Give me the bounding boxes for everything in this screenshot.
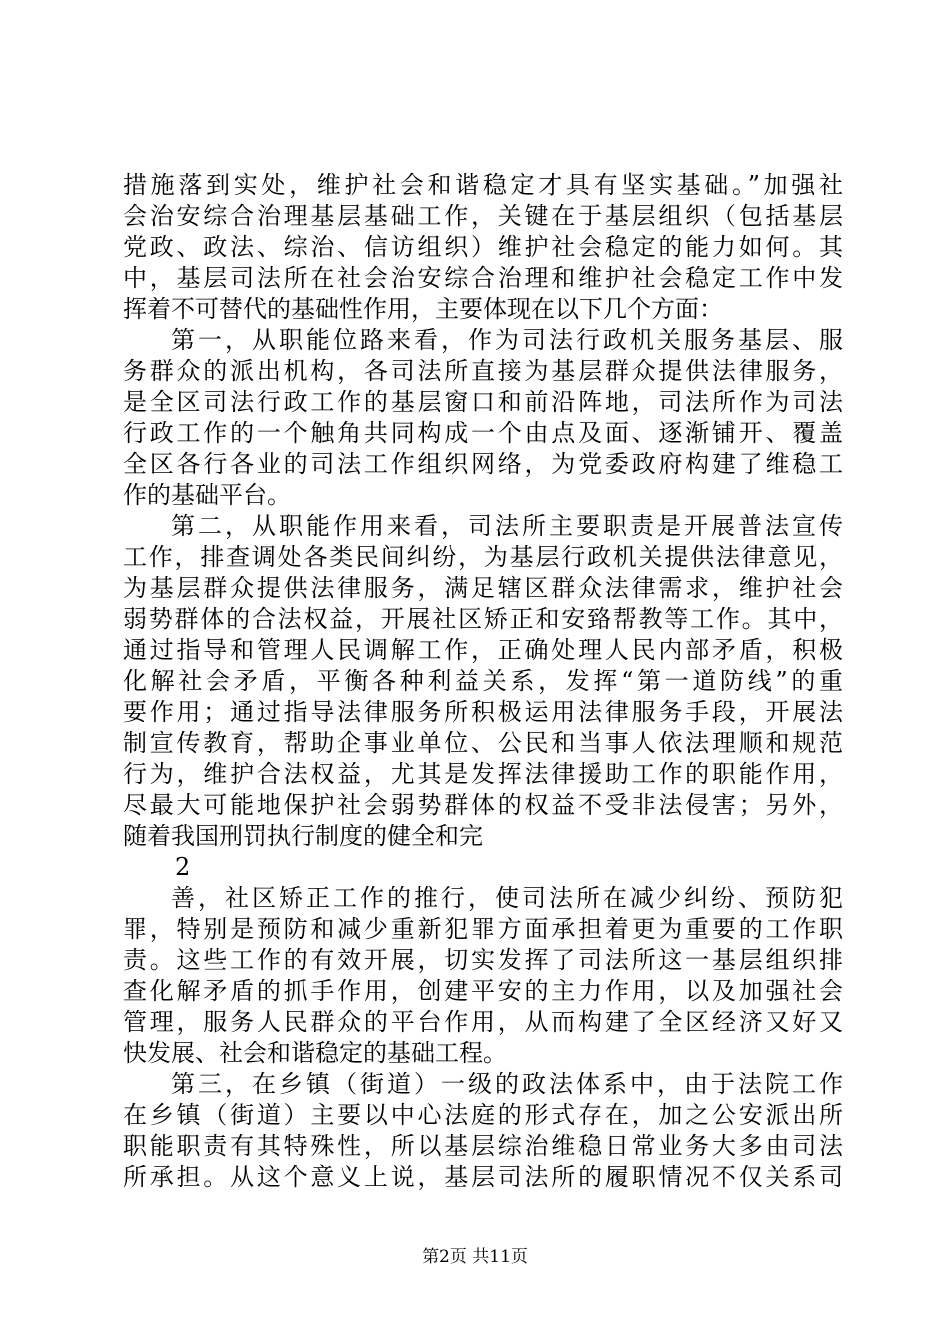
text-line: 所承担。从这个意义上说，基层司法所的履职情况不仅关系司 bbox=[123, 1163, 843, 1191]
text-line: 第三，在乡镇（街道）一级的政法体系中，由于法院工作 bbox=[171, 1070, 843, 1098]
page-marker: 2 bbox=[175, 853, 191, 881]
text-line: 作的基础平台。 bbox=[123, 481, 291, 509]
text-line: 挥着不可替代的基础性作用，主要体现在以下几个方面： bbox=[123, 295, 723, 323]
text-line: 弱势群体的合法权益，开展社区矫正和安臵帮教等工作。其中， bbox=[123, 605, 843, 633]
page-footer: 第2页 共11页 bbox=[422, 1247, 528, 1267]
text-line: 会治安综合治理基层基础工作，关键在于基层组织（包括基层 bbox=[123, 202, 843, 230]
text-line: 行为，维护合法权益，尤其是发挥法律援助工作的职能作用， bbox=[123, 760, 843, 788]
document-body bbox=[123, 170, 843, 1193]
text-line: 管理，服务人民群众的平台作用，从而构建了全区经济又好又 bbox=[123, 1008, 843, 1036]
text-line: 党政、政法、综治、信访组织）维护社会稳定的能力如何。其 bbox=[123, 233, 843, 261]
text-line: 务群众的派出机构，各司法所直接为基层群众提供法律服务， bbox=[123, 357, 843, 385]
text-line: 制宣传教育，帮助企事业单位、公民和当事人依法理顺和规范 bbox=[123, 729, 843, 757]
text-line: 是全区司法行政工作的基层窗口和前沿阵地，司法所作为司法 bbox=[123, 388, 843, 416]
text-line: 责。这些工作的有效开展，切实发挥了司法所这一基层组织排 bbox=[123, 946, 843, 974]
text-line: 职能职责有其特殊性，所以基层综治维稳日常业务大多由司法 bbox=[123, 1132, 843, 1160]
text-line: 化解社会矛盾，平衡各种利益关系，发挥“第一道防线”的重 bbox=[123, 667, 843, 695]
text-line: 快发展、社会和谐稳定的基础工程。 bbox=[123, 1039, 507, 1067]
text-line: 要作用；通过指导法律服务所积极运用法律服务手段，开展法 bbox=[123, 698, 843, 726]
text-line: 工作，排查调处各类民间纠纷，为基层行政机关提供法律意见， bbox=[123, 543, 843, 571]
text-line: 善，社区矫正工作的推行，使司法所在减少纠纷、预防犯 bbox=[171, 884, 843, 912]
text-line: 全区各行各业的司法工作组织网络，为党委政府构建了维稳工 bbox=[123, 450, 843, 478]
text-line: 第一，从职能位路来看，作为司法行政机关服务基层、服 bbox=[171, 326, 843, 354]
text-line: 查化解矛盾的抓手作用，创建平安的主力作用，以及加强社会 bbox=[123, 977, 843, 1005]
text-line: 通过指导和管理人民调解工作，正确处理人民内部矛盾，积极 bbox=[123, 636, 843, 664]
text-line: 为基层群众提供法律服务，满足辖区群众法律需求，维护社会 bbox=[123, 574, 843, 602]
text-line: 第二，从职能作用来看，司法所主要职责是开展普法宣传 bbox=[171, 512, 843, 540]
text-line: 在乡镇（街道）主要以中心法庭的形式存在，加之公安派出所 bbox=[123, 1101, 843, 1129]
text-line: 随着我国刑罚执行制度的健全和完 bbox=[123, 822, 483, 850]
text-line: 措施落到实处，维护社会和谐稳定才具有坚实基础。”加强社 bbox=[123, 171, 843, 199]
text-line: 中，基层司法所在社会治安综合治理和维护社会稳定工作中发 bbox=[123, 264, 843, 292]
text-line: 罪，特别是预防和减少重新犯罪方面承担着更为重要的工作职 bbox=[123, 915, 843, 943]
text-line: 行政工作的一个触角共同构成一个由点及面、逐渐铺开、覆盖 bbox=[123, 419, 843, 447]
text-line: 尽最大可能地保护社会弱势群体的权益不受非法侵害；另外， bbox=[123, 791, 843, 819]
